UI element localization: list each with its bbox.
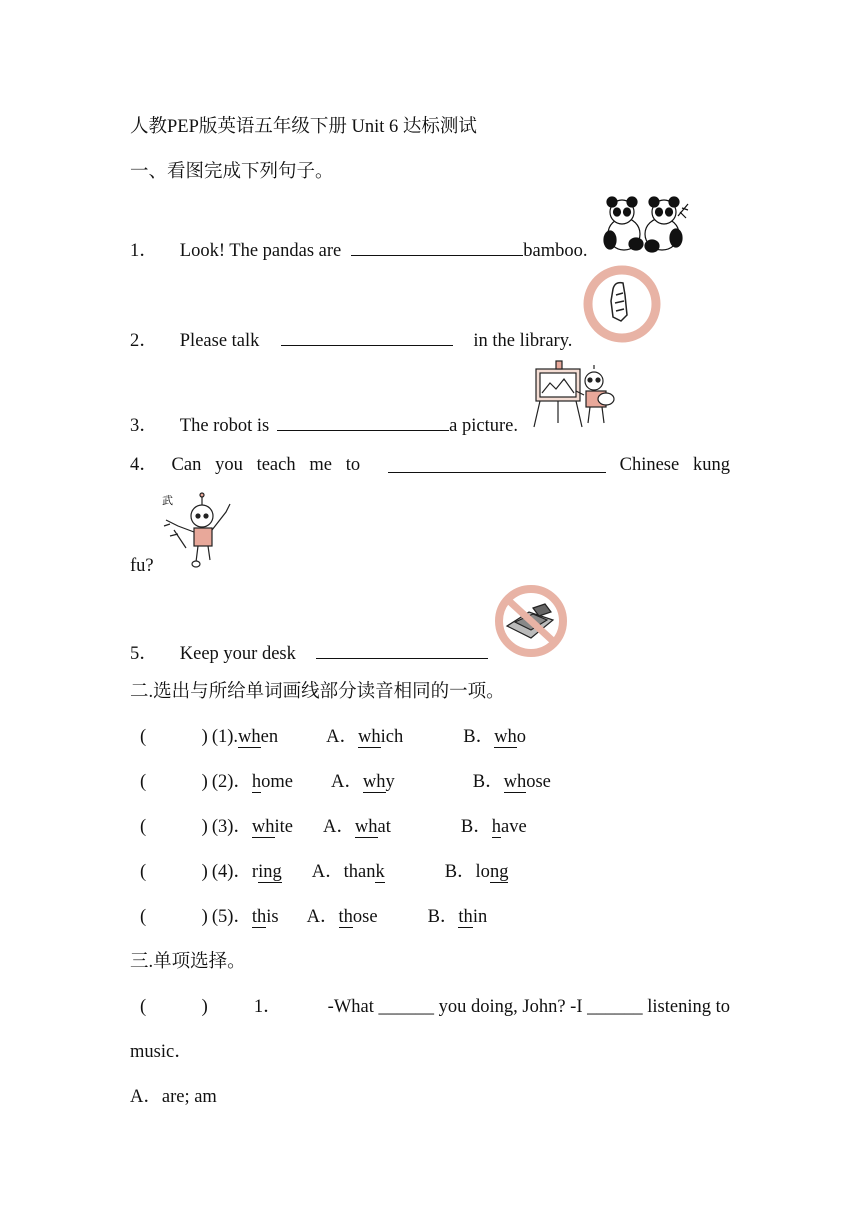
word-rest: ose [352,907,378,927]
option-label: A． [306,907,339,927]
underlined-part: wh [238,727,261,747]
robot-painting-icon [530,357,620,429]
document-title: 人教PEP版英语五年级下册 Unit 6 达标测试 [130,117,477,137]
answer-blank[interactable] [351,239,523,256]
no-messy-desk-sign-icon [493,584,569,658]
underlined-part: h [491,817,501,837]
question-text: -What ______ you doing, John? -I ______ listening to [327,997,730,1017]
part3-question-1-continued: music． [130,1042,193,1062]
item-number: (3)． [211,817,252,837]
answer-parenthesis[interactable]: ( ) [140,862,208,882]
question-word: Chinese [619,455,680,475]
underlined-part: ng [489,862,509,882]
item-number: (4)． [211,862,252,882]
underlined-part: ing [258,862,282,882]
underlined-part: wh [251,817,275,837]
option-label: B． [463,727,495,747]
underlined-part: k [375,862,385,882]
word-rest: y [385,772,395,792]
part1-question-2 [130,329,572,351]
question-number: 1． [130,241,158,261]
word-rest: is [266,907,279,927]
word-rest: ite [274,817,294,837]
word-rest: o [516,727,526,747]
question-word: teach [256,455,296,475]
answer-blank[interactable] [388,456,606,473]
answer-blank[interactable] [277,414,449,431]
part2-item-2 [140,773,551,792]
question-word: me [309,455,332,475]
answer-blank[interactable] [281,329,453,346]
question-number: 2． [130,331,158,351]
word-prefix: lo [475,862,490,882]
answer-parenthesis[interactable]: ( ) [140,772,208,792]
question-text: in the library. [473,331,573,351]
answer-parenthesis[interactable]: ( ) [140,907,208,927]
word-rest: ich [380,727,404,747]
part2-item-4 [140,863,508,882]
part1-question-4-continued: fu? [130,556,154,576]
part1-question-4 [130,456,730,475]
item-number: (2)． [211,772,252,792]
part1-heading: 一、看图完成下列句子。 [130,162,334,182]
option-label: B． [427,907,459,927]
question-text: The robot is [179,416,270,436]
question-number: 3． [130,416,158,436]
underlined-part: wh [362,772,386,792]
quiet-please-sign-icon [583,265,661,343]
question-word: Can [171,455,202,475]
underlined-part: wh [358,727,381,747]
option-label: B． [472,772,504,792]
word-prefix: r [251,862,259,882]
question-text: Look! The pandas are [179,241,342,261]
underlined-part: th [251,907,267,927]
part2-heading: 二.选出与所给单词画线部分读音相同的一项。 [130,682,505,702]
question-text: bamboo. [523,241,588,261]
part1-question-5 [130,642,488,664]
option-label: B． [444,862,476,882]
answer-parenthesis[interactable]: ( ) [140,817,208,837]
word-rest: ose [526,772,551,792]
part3-option-a[interactable]: A．are; am [130,1087,217,1107]
option-label: A． [323,817,355,837]
answer-parenthesis[interactable]: ( ) [140,727,208,747]
question-word: you [215,455,243,475]
underlined-part: wh [354,817,378,837]
question-word: kung [692,455,730,475]
answer-blank[interactable] [316,642,488,659]
question-number: 4． [130,455,158,475]
pandas-eating-bamboo-icon [600,196,690,254]
part1-question-3 [130,414,518,436]
underlined-part: th [338,907,353,927]
word-rest: ome [261,772,294,792]
underlined-part: wh [494,727,517,747]
part2-item-5 [140,908,487,927]
option-label: A． [311,862,344,882]
question-text: a picture. [449,416,518,436]
item-number: (5)． [211,907,252,927]
answer-parenthesis[interactable]: ( ) [140,997,208,1017]
option-label: B． [460,817,492,837]
question-text: Please talk [179,331,260,351]
word-rest: in [472,907,488,927]
svg-text:武: 武 [162,494,173,507]
question-text: Keep your desk [179,644,296,664]
word-rest: ave [500,817,527,837]
option-label: A． [326,727,358,747]
part2-item-3 [140,818,527,837]
part3-question-1 [140,998,730,1017]
option-label: A． [331,772,363,792]
question-word: to [345,455,361,475]
part3-heading: 三.单项选择。 [130,952,246,972]
word-rest: en [260,727,279,747]
question-number: 5． [130,644,158,664]
underlined-part: th [458,907,473,927]
item-number: (1). [211,727,239,747]
part1-question-1 [130,239,587,261]
word-rest: at [377,817,391,837]
question-number: 1． [253,997,282,1017]
part2-item-1 [140,728,526,747]
word-prefix: than [343,862,376,882]
underlined-part: wh [503,772,527,792]
robot-kung-fu-icon [156,490,236,570]
underlined-part: h [251,772,262,792]
